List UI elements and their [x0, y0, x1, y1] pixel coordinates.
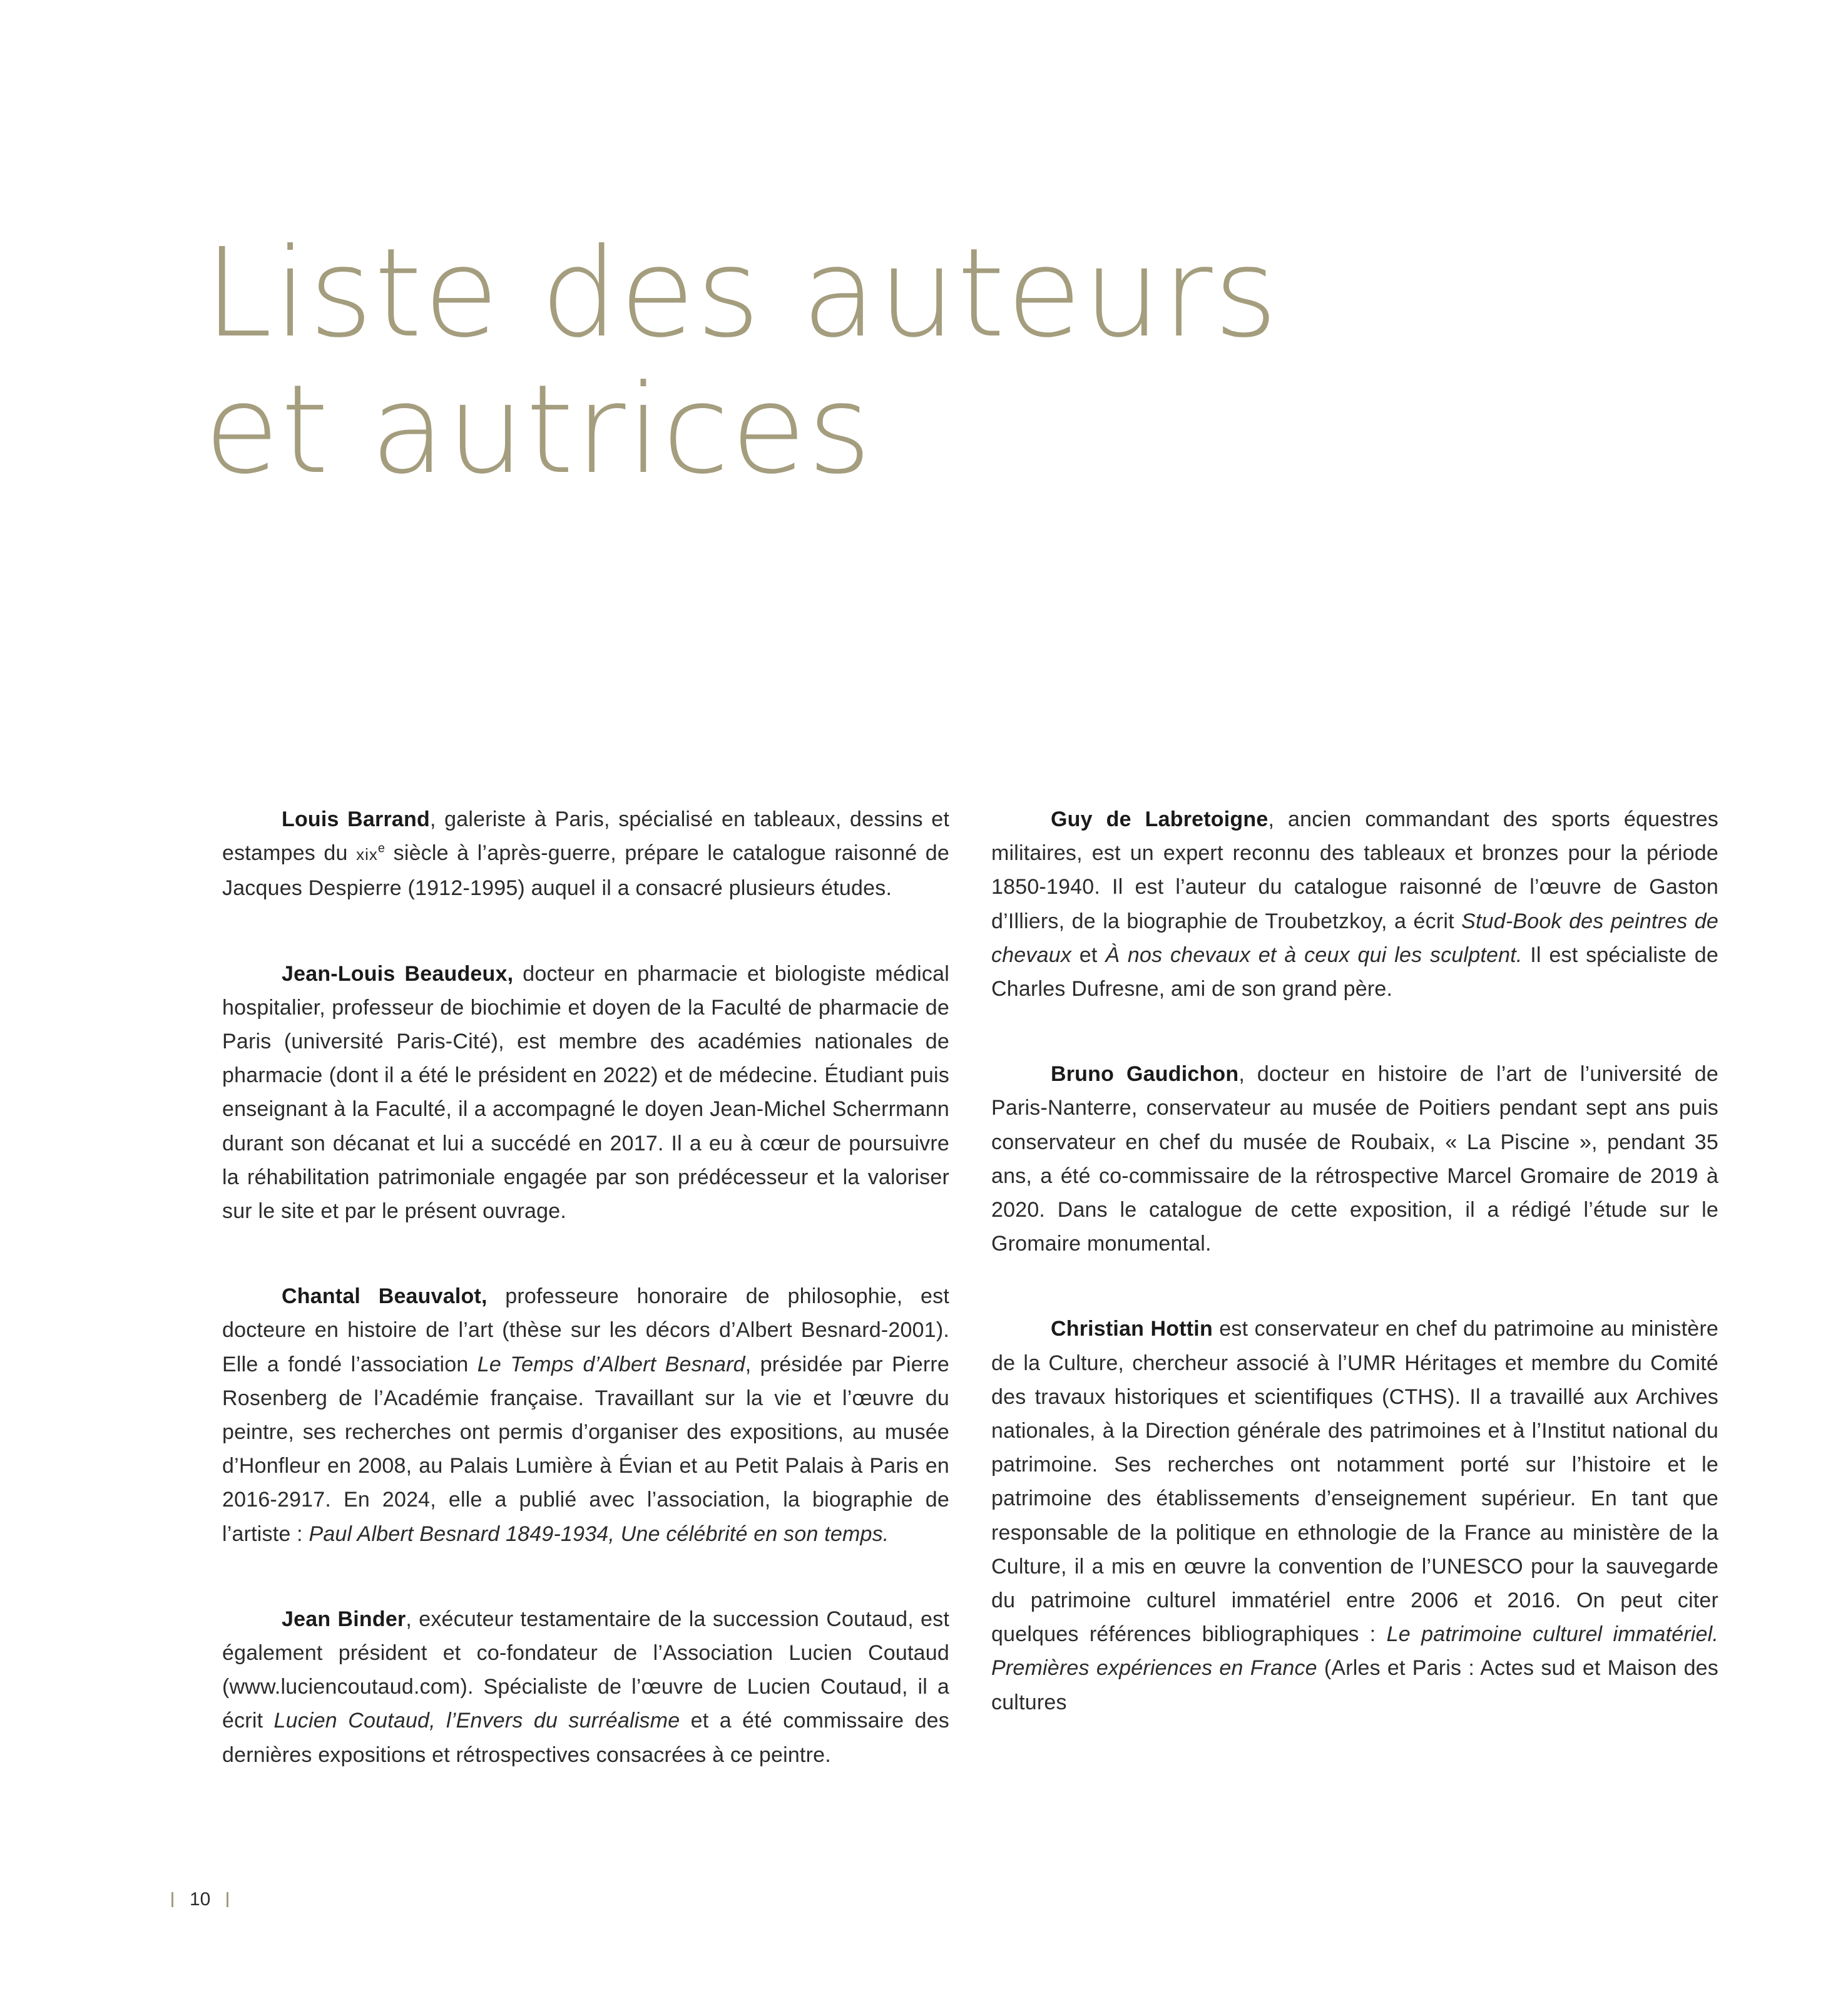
page-number: 10 [190, 1889, 211, 1910]
author-entry [222, 1279, 949, 1551]
author-bio: (Arles et Paris : Actes sud et Maison des cultures [991, 1656, 1718, 1714]
author-bio: et a été commissaire des dernières expositions et rétrospectives consacrées à ce peintre. [222, 1709, 949, 1767]
author-name: Bruno Gaudichon [1051, 1062, 1239, 1087]
author-name: Louis Barrand [282, 807, 430, 831]
title-line-1: Liste des auteurs [204, 222, 1279, 365]
author-entry [222, 1602, 949, 1772]
page-footer [171, 1889, 228, 1910]
author-name: Chantal Beauvalot, [282, 1284, 488, 1309]
work-title: Le patrimoine culturel immatériel. Premières expériences en France [991, 1622, 1718, 1681]
author-name: Jean-Louis Beaudeux, [282, 961, 514, 986]
work-title: Lucien Coutaud, l’Envers du surréalisme [273, 1709, 680, 1733]
author-bio: et [1071, 943, 1106, 967]
author-entry [991, 1312, 1718, 1719]
century-numeral: xix [356, 845, 378, 864]
footer-bar-right [227, 1892, 228, 1907]
author-bio: docteur en pharmacie et biologiste médical hospitalier, professeur de biochimie et doyen de la Faculté de pharmacie de Paris (université Paris-Cité), est membre des académies nationales de pharmacie (dont il a été le président en 2022) et de médecine. Étudiant puis enseignant à la Faculté, il a accompagné le doyen Jean-Michel Scherrmann durant son décanat et lui a succédé en 2017. Il a eu à cœur de poursuivre la réhabilitation patrimoniale engagée par son prédécesseur et la valoriser sur le site et par le présent ouvrage. [222, 961, 949, 1224]
author-bio: est conservateur en chef du patrimoine au ministère de la Culture, chercheur associé à l’UMR Héritages et membre du Comité des travaux historiques et scientifiques (CTHS). Il a travaillé aux Archives nationales, à la Direction générale des patrimoines et à l’Institut national du patrimoine. Ses recherches ont notamment porté sur l’histoire et le patrimoine des établissements d’enseignement supérieur. En tant que responsable de la politique en ethnologie de la France au ministère de la Culture, il a mis en œuvre la convention de l’UNESCO pour la sauvegarde du patrimoine culturel immatériel entre 2006 et 2016. On peut citer quelques références bibliographiques : [991, 1317, 1719, 1647]
work-title: Stud-Book des peintres de chevaux [991, 909, 1718, 967]
page-title [204, 222, 1279, 501]
title-line-2: et autrices [204, 359, 873, 501]
author-bio: , exécuteur testamentaire de la succession Coutaud, est également président et co-fondateur de l’Association Lucien Coutaud (www.luciencoutaud.com). Spécialiste de l’œuvre de Lucien Coutaud, il a écrit [222, 1607, 949, 1733]
author-bio: professeure honoraire de philosophie, est docteure en histoire de l’art (thèse sur les décors d’Albert Besnard-2001). Elle a fondé l’association [222, 1284, 949, 1376]
author-bio: , présidée par Pierre Rosenberg de l’Académie française. Travaillant sur la vie et l’œuvre du peintre, ses recherches ont permis d’organiser des expositions, au musée d’Honfleur en 2008, au Palais Lumière à Évian et au Petit Palais à Paris en 2016-2917. En 2024, elle a publié avec l’association, la biographie de l’artiste : [222, 1352, 949, 1546]
author-bio: , ancien commandant des sports équestres militaires, est un expert reconnu des tableaux et bronzes pour la période 1850-1940. Il est l’auteur du catalogue raisonné de l’œuvre de Gaston d’Illiers, de la biographie de Troubetzkoy, a écrit [991, 807, 1718, 933]
work-title: À nos chevaux et à ceux qui les sculptent. [1105, 943, 1523, 967]
author-entry [222, 957, 949, 1229]
footer-bar-left [171, 1892, 173, 1907]
author-entry [222, 802, 949, 906]
author-bio: Il est spécialiste de Charles Dufresne, ami de son grand père. [991, 943, 1718, 1001]
work-title: Le Temps d’Albert Besnard [477, 1352, 745, 1376]
author-name: Christian Hottin [1051, 1317, 1213, 1341]
author-bio: siècle à l’après-guerre, prépare le catalogue raisonné de Jacques Despierre (1912-1995) auquel il a consacré plusieurs études. [222, 841, 949, 901]
author-name: Jean Binder [282, 1607, 406, 1631]
left-column [222, 802, 949, 1823]
author-entry [991, 1057, 1718, 1261]
work-title: Paul Albert Besnard 1849-1934, Une célébrité en son temps. [309, 1522, 889, 1546]
right-column [991, 802, 1718, 1771]
author-bio: , galeriste à Paris, spécialisé en tableaux, dessins et estampes du [222, 807, 949, 866]
author-entry [991, 802, 1718, 1006]
century-superscript: e [377, 841, 385, 856]
author-name: Guy de Labretoigne [1051, 807, 1269, 831]
author-bio: , docteur en histoire de l’art de l’université de Paris-Nanterre, conservateur au musée de Poitiers pendant sept ans puis conservateur en chef du musée de Roubaix, « La Piscine », pendant 35 ans, a été co-commissaire de la rétrospective Marcel Gromaire de 2019 à 2020. Dans le catalogue de cette exposition, il a rédigé l’étude sur le Gromaire monumental. [991, 1062, 1718, 1256]
